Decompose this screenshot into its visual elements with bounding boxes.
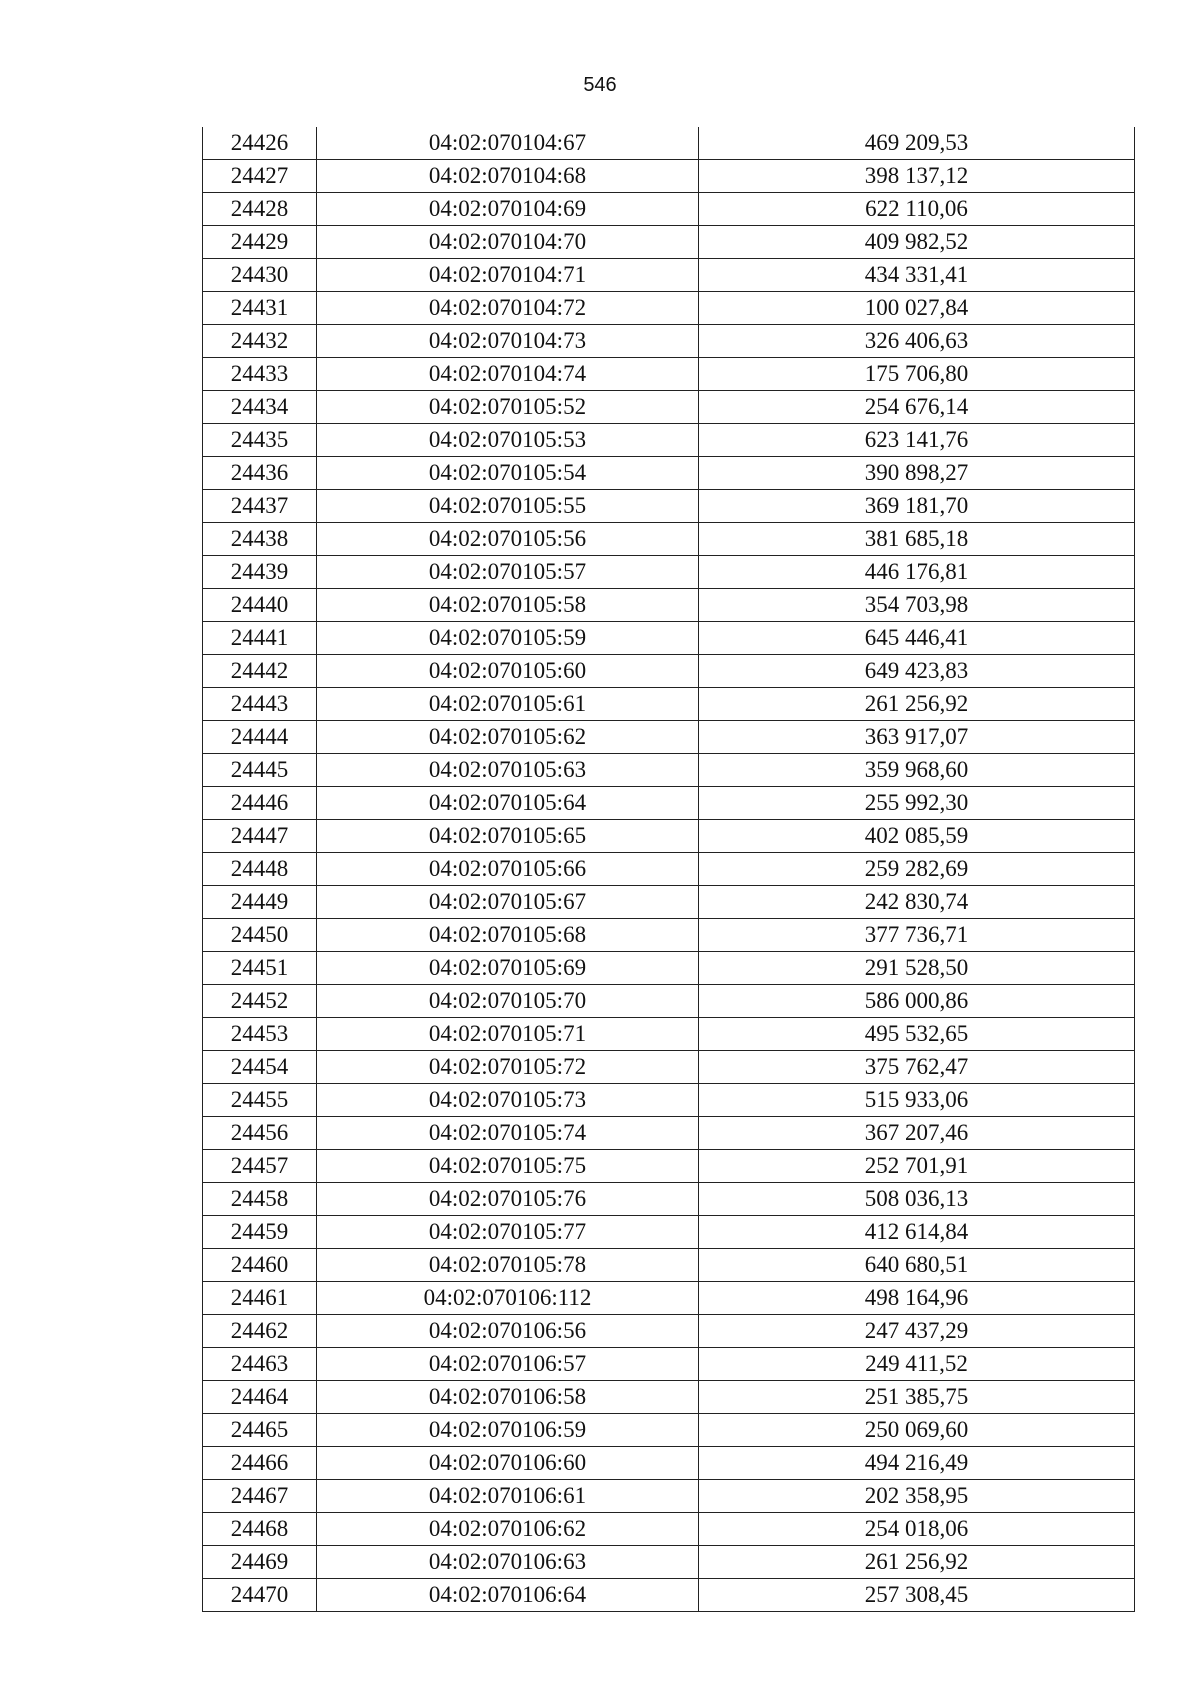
cadastral-number-cell: 04:02:070105:59	[317, 622, 699, 655]
cadastral-number-cell: 04:02:070104:71	[317, 259, 699, 292]
cadastral-number-cell: 04:02:070105:78	[317, 1249, 699, 1282]
table-row	[203, 490, 1135, 523]
cadastral-value-cell: 354 703,98	[699, 589, 1135, 622]
cadastral-value-cell: 257 308,45	[699, 1579, 1135, 1612]
table-row	[203, 358, 1135, 391]
table-row	[203, 589, 1135, 622]
table-row	[203, 424, 1135, 457]
row-number-cell: 24461	[203, 1282, 317, 1315]
cadastral-number-cell: 04:02:070104:74	[317, 358, 699, 391]
row-number-cell: 24430	[203, 259, 317, 292]
row-number-cell: 24446	[203, 787, 317, 820]
cadastral-value-cell: 254 018,06	[699, 1513, 1135, 1546]
cadastral-number-cell: 04:02:070105:55	[317, 490, 699, 523]
cadastral-number-cell: 04:02:070106:64	[317, 1579, 699, 1612]
cadastral-number-cell: 04:02:070105:66	[317, 853, 699, 886]
row-number-cell: 24454	[203, 1051, 317, 1084]
cadastral-number-cell: 04:02:070105:77	[317, 1216, 699, 1249]
row-number-cell: 24455	[203, 1084, 317, 1117]
table-row	[203, 259, 1135, 292]
cadastral-value-cell: 508 036,13	[699, 1183, 1135, 1216]
cadastral-value-cell: 390 898,27	[699, 457, 1135, 490]
cadastral-value-cell: 515 933,06	[699, 1084, 1135, 1117]
row-number-cell: 24450	[203, 919, 317, 952]
table-row	[203, 688, 1135, 721]
cadastral-number-cell: 04:02:070105:54	[317, 457, 699, 490]
row-number-cell: 24437	[203, 490, 317, 523]
cadastral-number-cell: 04:02:070106:63	[317, 1546, 699, 1579]
cadastral-value-cell: 649 423,83	[699, 655, 1135, 688]
table-row	[203, 820, 1135, 853]
table-row	[203, 919, 1135, 952]
row-number-cell: 24441	[203, 622, 317, 655]
row-number-cell: 24465	[203, 1414, 317, 1447]
cadastral-value-cell: 623 141,76	[699, 424, 1135, 457]
row-number-cell: 24457	[203, 1150, 317, 1183]
cadastral-value-cell: 381 685,18	[699, 523, 1135, 556]
row-number-cell: 24449	[203, 886, 317, 919]
row-number-cell: 24459	[203, 1216, 317, 1249]
table-row	[203, 523, 1135, 556]
cadastral-number-cell: 04:02:070104:73	[317, 325, 699, 358]
row-number-cell: 24469	[203, 1546, 317, 1579]
table-row	[203, 1084, 1135, 1117]
table-row	[203, 1414, 1135, 1447]
row-number-cell: 24458	[203, 1183, 317, 1216]
row-number-cell: 24447	[203, 820, 317, 853]
cadastral-number-cell: 04:02:070105:76	[317, 1183, 699, 1216]
row-number-cell: 24433	[203, 358, 317, 391]
cadastral-number-cell: 04:02:070105:71	[317, 1018, 699, 1051]
table-row	[203, 721, 1135, 754]
cadastral-number-cell: 04:02:070105:69	[317, 952, 699, 985]
page-number: 546	[583, 74, 617, 96]
table-row	[203, 1249, 1135, 1282]
row-number-cell: 24463	[203, 1348, 317, 1381]
row-number-cell: 24452	[203, 985, 317, 1018]
row-number-cell: 24445	[203, 754, 317, 787]
table-row	[203, 1480, 1135, 1513]
table-row	[203, 160, 1135, 193]
row-number-cell: 24436	[203, 457, 317, 490]
cadastral-value-cell: 495 532,65	[699, 1018, 1135, 1051]
cadastral-value-cell: 249 411,52	[699, 1348, 1135, 1381]
row-number-cell: 24466	[203, 1447, 317, 1480]
cadastral-value-cell: 259 282,69	[699, 853, 1135, 886]
cadastral-value-cell: 586 000,86	[699, 985, 1135, 1018]
cadastral-number-cell: 04:02:070106:112	[317, 1282, 699, 1315]
cadastral-value-cell: 377 736,71	[699, 919, 1135, 952]
table-row	[203, 1183, 1135, 1216]
row-number-cell: 24439	[203, 556, 317, 589]
cadastral-number-cell: 04:02:070105:73	[317, 1084, 699, 1117]
cadastral-value-cell: 359 968,60	[699, 754, 1135, 787]
cadastral-value-cell: 409 982,52	[699, 226, 1135, 259]
cadastral-number-cell: 04:02:070104:68	[317, 160, 699, 193]
cadastral-value-cell: 100 027,84	[699, 292, 1135, 325]
cadastral-number-cell: 04:02:070105:75	[317, 1150, 699, 1183]
row-number-cell: 24456	[203, 1117, 317, 1150]
cadastral-value-cell: 247 437,29	[699, 1315, 1135, 1348]
row-number-cell: 24467	[203, 1480, 317, 1513]
cadastral-value-cell: 367 207,46	[699, 1117, 1135, 1150]
row-number-cell: 24432	[203, 325, 317, 358]
cadastral-value-cell: 402 085,59	[699, 820, 1135, 853]
table-row	[203, 1315, 1135, 1348]
cadastral-value-cell: 250 069,60	[699, 1414, 1135, 1447]
cadastral-number-cell: 04:02:070105:74	[317, 1117, 699, 1150]
table-row	[203, 1381, 1135, 1414]
table-row	[203, 1117, 1135, 1150]
table-row	[203, 886, 1135, 919]
row-number-cell: 24451	[203, 952, 317, 985]
cadastral-value-cell: 446 176,81	[699, 556, 1135, 589]
table-row	[203, 985, 1135, 1018]
cadastral-value-cell: 252 701,91	[699, 1150, 1135, 1183]
cadastral-value-cell: 622 110,06	[699, 193, 1135, 226]
cadastral-value-cell: 255 992,30	[699, 787, 1135, 820]
table-row	[203, 457, 1135, 490]
row-number-cell: 24427	[203, 160, 317, 193]
table-row	[203, 391, 1135, 424]
cadastral-value-cell: 640 680,51	[699, 1249, 1135, 1282]
table-row	[203, 1447, 1135, 1480]
cadastral-number-cell: 04:02:070105:60	[317, 655, 699, 688]
table-row	[203, 226, 1135, 259]
row-number-cell: 24426	[203, 127, 317, 160]
cadastral-number-cell: 04:02:070106:59	[317, 1414, 699, 1447]
cadastral-value-cell: 363 917,07	[699, 721, 1135, 754]
cadastral-value-cell: 494 216,49	[699, 1447, 1135, 1480]
table-row	[203, 1579, 1135, 1612]
cadastral-number-cell: 04:02:070105:72	[317, 1051, 699, 1084]
cadastral-value-cell: 202 358,95	[699, 1480, 1135, 1513]
table-row	[203, 952, 1135, 985]
cadastral-number-cell: 04:02:070105:56	[317, 523, 699, 556]
row-number-cell: 24464	[203, 1381, 317, 1414]
table-row	[203, 787, 1135, 820]
cadastral-number-cell: 04:02:070106:57	[317, 1348, 699, 1381]
cadastral-number-cell: 04:02:070105:57	[317, 556, 699, 589]
cadastral-value-table	[202, 127, 1135, 1612]
cadastral-number-cell: 04:02:070106:62	[317, 1513, 699, 1546]
cadastral-value-cell: 261 256,92	[699, 1546, 1135, 1579]
cadastral-number-cell: 04:02:070105:58	[317, 589, 699, 622]
cadastral-number-cell: 04:02:070105:52	[317, 391, 699, 424]
table-row	[203, 193, 1135, 226]
cadastral-value-cell: 412 614,84	[699, 1216, 1135, 1249]
cadastral-value-cell: 498 164,96	[699, 1282, 1135, 1315]
cadastral-number-cell: 04:02:070104:72	[317, 292, 699, 325]
table-row	[203, 1216, 1135, 1249]
row-number-cell: 24434	[203, 391, 317, 424]
row-number-cell: 24438	[203, 523, 317, 556]
table-row	[203, 292, 1135, 325]
table-row	[203, 754, 1135, 787]
cadastral-number-cell: 04:02:070105:65	[317, 820, 699, 853]
cadastral-number-cell: 04:02:070105:53	[317, 424, 699, 457]
row-number-cell: 24428	[203, 193, 317, 226]
cadastral-number-cell: 04:02:070104:67	[317, 127, 699, 160]
row-number-cell: 24431	[203, 292, 317, 325]
table-row	[203, 1051, 1135, 1084]
table-row	[203, 622, 1135, 655]
cadastral-value-cell: 434 331,41	[699, 259, 1135, 292]
row-number-cell: 24443	[203, 688, 317, 721]
cadastral-number-cell: 04:02:070105:64	[317, 787, 699, 820]
cadastral-value-cell: 242 830,74	[699, 886, 1135, 919]
row-number-cell: 24444	[203, 721, 317, 754]
row-number-cell: 24460	[203, 1249, 317, 1282]
table-row	[203, 1513, 1135, 1546]
table-row	[203, 655, 1135, 688]
table-row	[203, 853, 1135, 886]
cadastral-value-cell: 251 385,75	[699, 1381, 1135, 1414]
cadastral-number-cell: 04:02:070105:61	[317, 688, 699, 721]
cadastral-value-cell: 645 446,41	[699, 622, 1135, 655]
cadastral-number-cell: 04:02:070106:56	[317, 1315, 699, 1348]
row-number-cell: 24453	[203, 1018, 317, 1051]
cadastral-table-container	[202, 127, 1134, 1612]
cadastral-number-cell: 04:02:070105:63	[317, 754, 699, 787]
cadastral-number-cell: 04:02:070106:58	[317, 1381, 699, 1414]
cadastral-value-cell: 375 762,47	[699, 1051, 1135, 1084]
table-row	[203, 1348, 1135, 1381]
table-row	[203, 1282, 1135, 1315]
table-row	[203, 1018, 1135, 1051]
row-number-cell: 24429	[203, 226, 317, 259]
cadastral-number-cell: 04:02:070104:69	[317, 193, 699, 226]
cadastral-number-cell: 04:02:070105:68	[317, 919, 699, 952]
row-number-cell: 24448	[203, 853, 317, 886]
row-number-cell: 24468	[203, 1513, 317, 1546]
row-number-cell: 24440	[203, 589, 317, 622]
row-number-cell: 24435	[203, 424, 317, 457]
row-number-cell: 24462	[203, 1315, 317, 1348]
table-row	[203, 1150, 1135, 1183]
cadastral-value-cell: 469 209,53	[699, 127, 1135, 160]
cadastral-value-cell: 326 406,63	[699, 325, 1135, 358]
table-row	[203, 325, 1135, 358]
cadastral-number-cell: 04:02:070105:70	[317, 985, 699, 1018]
cadastral-number-cell: 04:02:070106:61	[317, 1480, 699, 1513]
table-body	[203, 127, 1135, 1612]
cadastral-number-cell: 04:02:070105:67	[317, 886, 699, 919]
table-row	[203, 1546, 1135, 1579]
cadastral-value-cell: 175 706,80	[699, 358, 1135, 391]
row-number-cell: 24470	[203, 1579, 317, 1612]
cadastral-value-cell: 254 676,14	[699, 391, 1135, 424]
table-row	[203, 556, 1135, 589]
cadastral-number-cell: 04:02:070106:60	[317, 1447, 699, 1480]
cadastral-number-cell: 04:02:070104:70	[317, 226, 699, 259]
table-row	[203, 127, 1135, 160]
cadastral-value-cell: 369 181,70	[699, 490, 1135, 523]
cadastral-value-cell: 261 256,92	[699, 688, 1135, 721]
cadastral-value-cell: 398 137,12	[699, 160, 1135, 193]
cadastral-value-cell: 291 528,50	[699, 952, 1135, 985]
cadastral-number-cell: 04:02:070105:62	[317, 721, 699, 754]
row-number-cell: 24442	[203, 655, 317, 688]
